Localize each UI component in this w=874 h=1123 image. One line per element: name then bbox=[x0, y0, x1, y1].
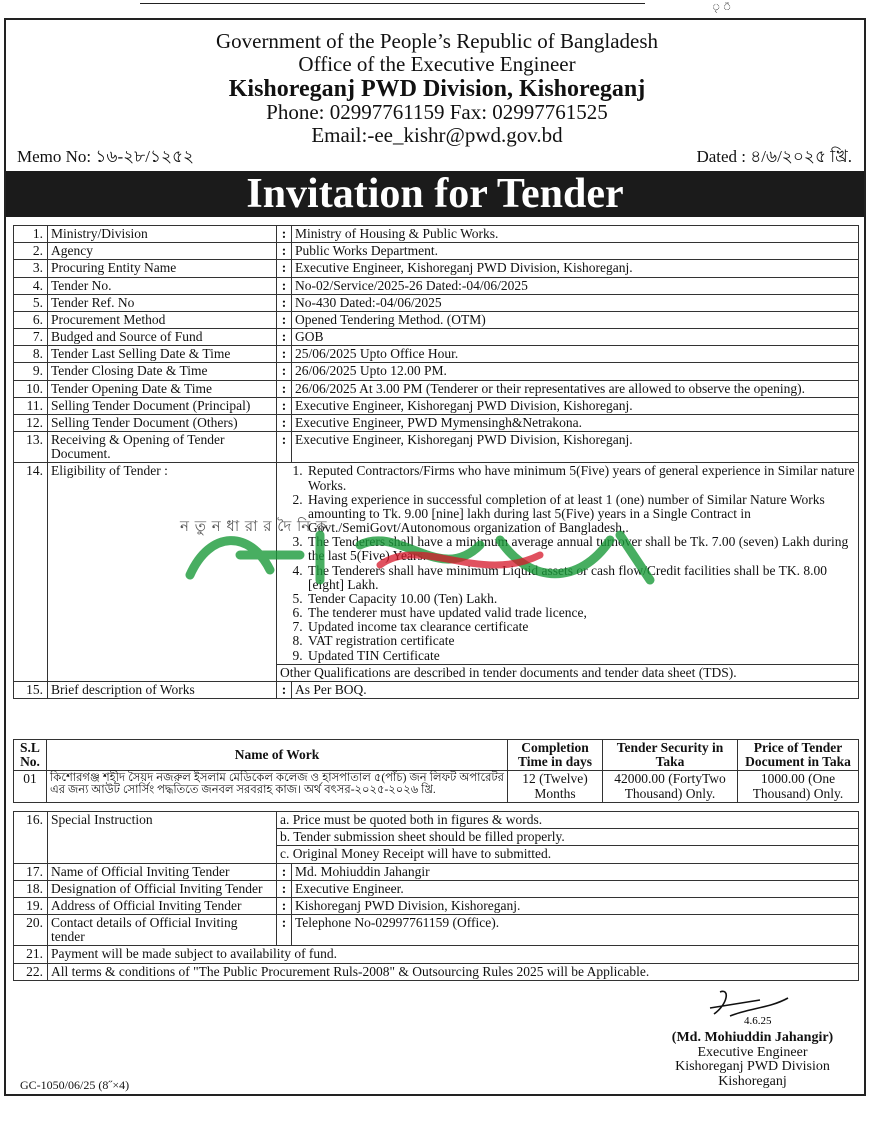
works-header-time: Completion Time in days bbox=[508, 740, 603, 771]
list-item: 6. The tenderer must have updated valid trade licence, bbox=[306, 606, 855, 620]
row-number: 5. bbox=[14, 294, 48, 311]
row-number: 3. bbox=[14, 260, 48, 277]
row-value: 26/06/2025 At 3.00 PM (Tenderer or their representatives are allowed to observe the opening). bbox=[292, 380, 859, 397]
signature-scrawl bbox=[700, 986, 790, 1030]
table-row bbox=[14, 277, 859, 294]
row-number: 20. bbox=[14, 915, 48, 946]
row-number: 9. bbox=[14, 363, 48, 380]
row-label: Designation of Official Inviting Tender bbox=[48, 880, 277, 897]
header-government: Government of the People’s Republic of Bangladesh bbox=[215, 29, 659, 53]
row-colon: : bbox=[277, 880, 292, 897]
row-label: Tender Ref. No bbox=[48, 294, 277, 311]
row-number: 7. bbox=[14, 329, 48, 346]
signatory-name: (Md. Mohiuddin Jahangir) bbox=[671, 1030, 834, 1045]
row-colon: : bbox=[277, 243, 292, 260]
row-label: Tender Last Selling Date & Time bbox=[48, 346, 277, 363]
row-number: 2. bbox=[14, 243, 48, 260]
title-banner: Invitation for Tender bbox=[6, 171, 864, 217]
signatory-designation: Executive Engineer bbox=[697, 1044, 808, 1060]
table-row bbox=[14, 329, 859, 346]
header-email: Email:-ee_kishr@pwd.gov.bd bbox=[311, 123, 563, 147]
row-value: Executive Engineer, Kishoreganj PWD Division, Kishoreganj. bbox=[292, 432, 859, 463]
row-label: Tender No. bbox=[48, 277, 277, 294]
row-number: 18. bbox=[14, 880, 48, 897]
memo-number: Memo No: ১৬-২৮/১২৫২ bbox=[17, 147, 195, 166]
row-colon: : bbox=[277, 226, 292, 243]
row-label: Selling Tender Document (Principal) bbox=[48, 397, 277, 414]
row-value: 26/06/2025 Upto 12.00 PM. bbox=[292, 363, 859, 380]
row-colon: : bbox=[277, 260, 292, 277]
row-value: As Per BOQ. bbox=[292, 681, 859, 698]
table-row bbox=[14, 432, 859, 463]
row-label: Selling Tender Document (Others) bbox=[48, 414, 277, 431]
row-number: 6. bbox=[14, 311, 48, 328]
table-row bbox=[14, 812, 859, 829]
instructions-table bbox=[13, 811, 859, 981]
row-value: GOB bbox=[292, 329, 859, 346]
table-row bbox=[14, 311, 859, 328]
instruction-item: c. Original Money Receipt will have to submitted. bbox=[277, 846, 859, 863]
row-number: 16. bbox=[14, 812, 48, 864]
terms-note: All terms & conditions of "The Public Procurement Ruls-2008" & Outsourcing Rules 2025 will be Applicable. bbox=[48, 963, 859, 980]
row-value: Public Works Department. bbox=[292, 243, 859, 260]
table-row bbox=[14, 414, 859, 431]
table-row bbox=[14, 863, 859, 880]
signature-block bbox=[660, 1031, 845, 1090]
row-label: Address of Official Inviting Tender bbox=[48, 897, 277, 914]
row-label: Eligibility of Tender : bbox=[48, 463, 277, 682]
memo-date: Dated : ৪/৬/২০২৫ খ্রি. bbox=[696, 147, 852, 166]
row-number: 17. bbox=[14, 863, 48, 880]
corner-mark: ৃ ঁ bbox=[712, 2, 732, 12]
table-row bbox=[14, 260, 859, 277]
row-label: Receiving & Opening of Tender Document. bbox=[48, 432, 277, 463]
table-row bbox=[14, 243, 859, 260]
table-row bbox=[14, 380, 859, 397]
list-item: 2. Having experience in successful completion of at least 1 (one) number of Similar Nature Works amounting to Tk. 9.00 [nine] lakh during last 5(Five) years in a Single Contract in Govt./SemiGovt/Autonomous organization of Bangladesh,. bbox=[306, 493, 855, 536]
row-label: Procuring Entity Name bbox=[48, 260, 277, 277]
row-label: Name of Official Inviting Tender bbox=[48, 863, 277, 880]
works-table bbox=[13, 739, 859, 803]
row-value: Telephone No-02997761159 (Office). bbox=[292, 915, 859, 946]
row-label: Contact details of Official Inviting tender bbox=[48, 915, 277, 946]
row-label: Budged and Source of Fund bbox=[48, 329, 277, 346]
row-value: Ministry of Housing & Public Works. bbox=[292, 226, 859, 243]
row-colon: : bbox=[277, 397, 292, 414]
footer-code: GC-1050/06/25 (8˝×4) bbox=[20, 1078, 130, 1092]
instruction-item: b. Tender submission sheet should be filled properly. bbox=[277, 829, 859, 846]
row-number: 12. bbox=[14, 414, 48, 431]
row-colon: : bbox=[277, 329, 292, 346]
row-colon: : bbox=[277, 681, 292, 698]
works-header-security: Tender Security in Taka bbox=[603, 740, 738, 771]
row-label: Special Instruction bbox=[48, 812, 277, 864]
table-row bbox=[14, 294, 859, 311]
tender-details-table bbox=[13, 225, 859, 699]
payment-note: Payment will be made subject to availability of fund. bbox=[48, 946, 859, 963]
watermark-text: ন তু ন ধা রা র দৈ নি ক bbox=[180, 519, 328, 535]
table-row bbox=[14, 963, 859, 980]
list-item: 1. Reputed Contractors/Firms who have minimum 5(Five) years of general experience in Similar nature Works. bbox=[306, 464, 855, 492]
row-number: 14. bbox=[14, 463, 48, 682]
row-label: Procurement Method bbox=[48, 311, 277, 328]
list-item: 8. VAT registration certificate bbox=[306, 634, 855, 648]
row-label: Tender Closing Date & Time bbox=[48, 363, 277, 380]
works-sl: 01 bbox=[14, 771, 47, 802]
row-number: 11. bbox=[14, 397, 48, 414]
header-division: Kishoreganj PWD Division, Kishoreganj bbox=[228, 76, 646, 102]
table-row bbox=[14, 226, 859, 243]
row-label: Tender Opening Date & Time bbox=[48, 380, 277, 397]
row-value: Kishoreganj PWD Division, Kishoreganj. bbox=[292, 897, 859, 914]
row-value: 25/06/2025 Upto Office Hour. bbox=[292, 346, 859, 363]
list-item: 4. The Tenderers shall have minimum Liquid assets or cash flow/Credit facilities shall be TK. 8.00 [eight] Lakh. bbox=[306, 564, 855, 592]
row-value: Executive Engineer. bbox=[292, 880, 859, 897]
header-phone-fax: Phone: 02997761159 Fax: 02997761525 bbox=[266, 100, 608, 124]
signatory-place: Kishoreganj bbox=[718, 1074, 787, 1090]
table-row bbox=[14, 897, 859, 914]
row-colon: : bbox=[277, 346, 292, 363]
row-value: No-02/Service/2025-26 Dated:-04/06/2025 bbox=[292, 277, 859, 294]
works-header-name: Name of Work bbox=[47, 740, 508, 771]
row-value: Executive Engineer, PWD Mymensingh&Netrakona. bbox=[292, 414, 859, 431]
row-colon: : bbox=[277, 311, 292, 328]
list-item: 7. Updated income tax clearance certificate bbox=[306, 620, 855, 634]
row-colon: : bbox=[277, 897, 292, 914]
row-number: 19. bbox=[14, 897, 48, 914]
list-item: 5. Tender Capacity 10.00 (Ten) Lakh. bbox=[306, 592, 855, 606]
row-colon: : bbox=[277, 863, 292, 880]
works-header-sl: S.L No. bbox=[14, 740, 47, 771]
row-colon: : bbox=[277, 432, 292, 463]
signatory-office: Kishoreganj PWD Division bbox=[675, 1059, 830, 1075]
row-number: 21. bbox=[14, 946, 48, 963]
table-row bbox=[14, 397, 859, 414]
row-label: Ministry/Division bbox=[48, 226, 277, 243]
table-row bbox=[14, 363, 859, 380]
watermark-logo bbox=[180, 525, 660, 587]
row-colon: : bbox=[277, 294, 292, 311]
row-number: 10. bbox=[14, 380, 48, 397]
row-number: 8. bbox=[14, 346, 48, 363]
row-number: 13. bbox=[14, 432, 48, 463]
row-number: 4. bbox=[14, 277, 48, 294]
works-security: 42000.00 (FortyTwo Thousand) Only. bbox=[603, 771, 738, 802]
list-item: 9. Updated TIN Certificate bbox=[306, 649, 855, 663]
table-row bbox=[14, 915, 859, 946]
row-number: 1. bbox=[14, 226, 48, 243]
row-value: Executive Engineer, Kishoreganj PWD Division, Kishoreganj. bbox=[292, 260, 859, 277]
table-row bbox=[14, 880, 859, 897]
table-row bbox=[14, 346, 859, 363]
top-rule bbox=[140, 0, 645, 4]
instruction-item: a. Price must be quoted both in figures & words. bbox=[277, 812, 859, 829]
row-label: Agency bbox=[48, 243, 277, 260]
works-time: 12 (Twelve) Months bbox=[508, 771, 603, 802]
other-qualifications: Other Qualifications are described in tender documents and tender data sheet (TDS). bbox=[277, 664, 859, 681]
row-colon: : bbox=[277, 380, 292, 397]
works-row bbox=[14, 771, 859, 802]
row-colon: : bbox=[277, 363, 292, 380]
row-colon: : bbox=[277, 277, 292, 294]
row-value: Opened Tendering Method. (OTM) bbox=[292, 311, 859, 328]
works-name: কিশোরগঞ্জ শহীদ সৈয়দ নজরুল ইসলাম মেডিকেল কলেজ ও হাসপাতাল ৫(পাঁচ) জন লিফট অপারেটর এর জন্য আউট সোর্সিং পদ্ধতিতে জনবল সরবরাহ কাজ। অর্থ বৎসর-২০২৫-২০২৬ খ্রি. bbox=[47, 771, 508, 802]
row-value: Executive Engineer, Kishoreganj PWD Division, Kishoreganj. bbox=[292, 397, 859, 414]
row-number: 22. bbox=[14, 963, 48, 980]
row-value: No-430 Dated:-04/06/2025 bbox=[292, 294, 859, 311]
table-row bbox=[14, 681, 859, 698]
row-value: Md. Mohiuddin Jahangir bbox=[292, 863, 859, 880]
table-row bbox=[14, 946, 859, 963]
row-colon: : bbox=[277, 414, 292, 431]
works-header-price: Price of Tender Document in Taka bbox=[738, 740, 859, 771]
row-label: Brief description of Works bbox=[48, 681, 277, 698]
row-colon: : bbox=[277, 915, 292, 946]
header-office: Office of the Executive Engineer bbox=[298, 52, 576, 76]
works-price: 1000.00 (One Thousand) Only. bbox=[738, 771, 859, 802]
list-item: 3. The Tenderers shall have a minimum average annual turnover shall be Tk. 7.00 (seven) Lakh during the last 5(Five) Years. bbox=[306, 535, 855, 563]
signature-date: 4.6.25 bbox=[744, 1015, 772, 1027]
row-number: 15. bbox=[14, 681, 48, 698]
